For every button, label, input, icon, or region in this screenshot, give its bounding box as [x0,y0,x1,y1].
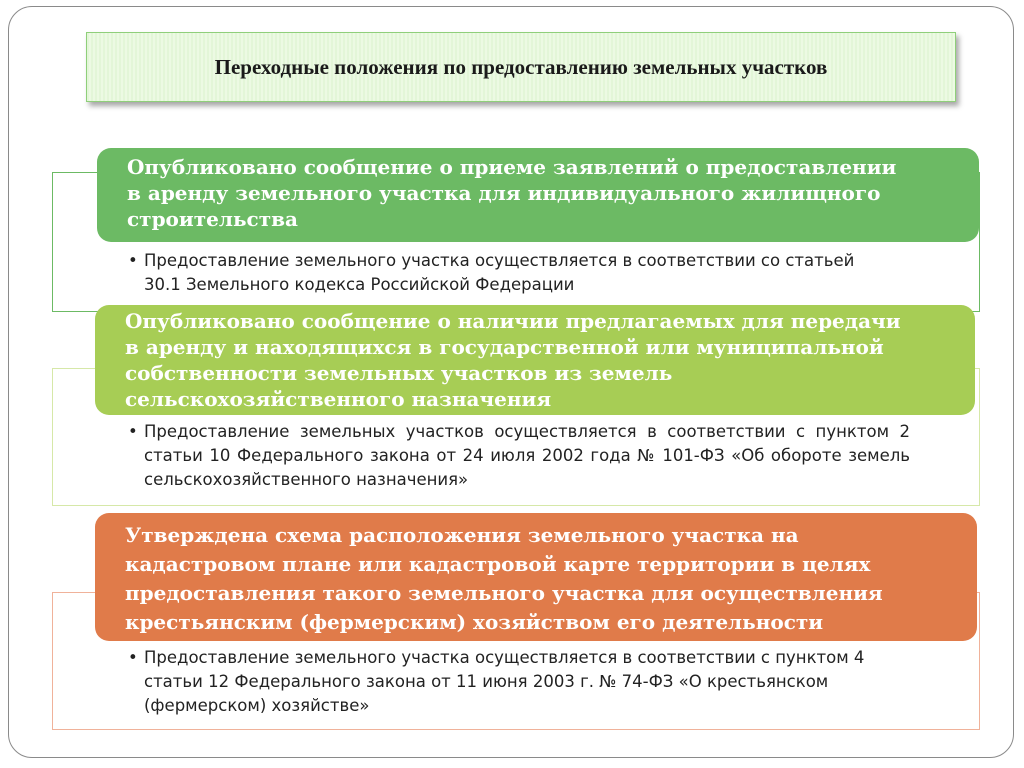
section-1-bullet: • Предоставление земельного участка осуществляется в соответствии со статьей 30.1 Земельного кодекса Российской Федерации [126,249,896,297]
section-3-header-line: Утверждена схема расположения земельного участка на [125,523,799,547]
section-3-header-line: кадастровом плане или кадастровой карте территории в целях [125,552,871,576]
section-2-bullet: • Предоставление земельных участков осуществляется в соответствии с пунктом 2 статьи 10 Федерального закона от 24 июля 2002 года № 101-ФЗ «Об обороте земель сельскохозяйственного назначения» [126,420,910,492]
section-2-header [95,305,975,415]
title-box [86,32,956,102]
section-2-header-line: собственности земельных участков из земель [125,361,673,385]
section-3-header-line: предоставления такого земельного участка для осуществления [125,581,883,605]
section-2-header-line: сельскохозяйственного назначения [125,387,552,411]
section-3-bullet: • Предоставление земельного участка осуществляется в соответствии с пунктом 4 статьи 12 Федерального закона от 11 июня 2003 г. № 74-ФЗ «О крестьянском (фермерском) хозяйстве» [126,646,896,718]
section-1-header [97,148,979,242]
section-3-header [95,513,977,641]
section-1-header-line: строительства [127,207,298,231]
section-2-header-line: в аренду и находящихся в государственной или муниципальной [125,335,884,359]
page-title: Переходные положения по предоставлению земельных участков [214,54,828,79]
section-2-header-line: Опубликовано сообщение о наличии предлагаемых для передачи [125,309,901,333]
section-3-header-line: крестьянским (фермерским) хозяйством его деятельности [125,610,824,634]
section-1-header-line: в аренду земельного участка для индивидуального жилищного [127,181,881,205]
section-1-header-line: Опубликовано сообщение о приеме заявлений о предоставлении [127,155,897,179]
